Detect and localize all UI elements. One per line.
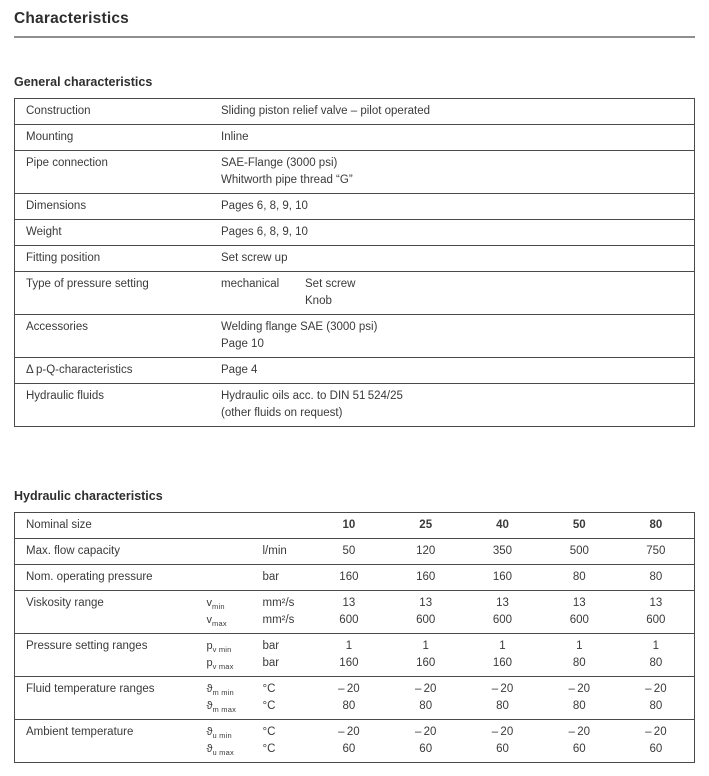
- row-value-cell: [618, 539, 695, 565]
- value-column-primary: [221, 224, 308, 241]
- value-columns: [221, 155, 688, 189]
- value-line: Whitworth pipe thread “G”: [221, 174, 353, 186]
- nominal-size-value: 25: [419, 519, 433, 531]
- row-unit: [263, 539, 311, 565]
- value-line: 1: [345, 640, 353, 652]
- row-value-cell: [618, 565, 695, 591]
- value-column-primary: [221, 276, 305, 310]
- row-label: Nom. operating pressure: [15, 565, 207, 591]
- value-columns: [221, 319, 688, 353]
- row-value: [221, 194, 695, 220]
- value-line: Welding flange SAE (3000 psi): [221, 321, 378, 333]
- value-line: Knob: [305, 295, 332, 307]
- row-label: Hydraulic fluids: [15, 384, 222, 427]
- row-symbol: [207, 591, 263, 634]
- header-symbol-spacer: [207, 513, 263, 539]
- value-line: mechanical: [221, 278, 280, 290]
- row-value: [221, 220, 695, 246]
- value-column-secondary: [305, 276, 356, 310]
- value-line: – 20: [414, 683, 437, 695]
- hydraulic-characteristics-section: [14, 489, 695, 763]
- value-line: 80: [419, 700, 433, 712]
- unit-line: bar: [262, 640, 280, 652]
- nominal-size-value: 40: [496, 519, 509, 531]
- table-row: [15, 677, 695, 720]
- value-line: 80: [496, 700, 509, 712]
- symbol-line: [207, 681, 263, 698]
- row-unit: [263, 677, 311, 720]
- row-symbol: [207, 565, 263, 591]
- value-columns: [221, 388, 688, 422]
- row-label: Ambient temperature: [15, 720, 207, 763]
- row-value-cell: [464, 677, 541, 720]
- table-row: [15, 220, 695, 246]
- general-characteristics-heading: General characteristics: [14, 75, 153, 89]
- hydraulic-characteristics-heading: Hydraulic characteristics: [14, 489, 163, 503]
- row-value-cell: [618, 634, 695, 677]
- value-line: 350: [492, 545, 513, 557]
- unit-line: °C: [262, 743, 276, 755]
- row-label: Max. flow capacity: [15, 539, 207, 565]
- row-label: Construction: [26, 105, 91, 117]
- value-line: – 20: [338, 683, 360, 695]
- row-value-cell: [618, 677, 695, 720]
- value-line: Set screw up: [221, 252, 288, 264]
- row-value: [221, 384, 695, 427]
- header-label: Nominal size: [26, 519, 92, 531]
- row-value-cell: [311, 591, 388, 634]
- value-line: 160: [339, 657, 359, 669]
- row-value-cell: [541, 677, 618, 720]
- value-column-primary: [221, 129, 305, 146]
- value-line: (other fluids on request): [221, 407, 343, 419]
- value-line: – 20: [491, 726, 514, 738]
- symbol-subscript: max: [212, 618, 227, 628]
- row-value-cell: [311, 677, 388, 720]
- header-unit-spacer: [263, 513, 311, 539]
- symbol-subscript: v max: [212, 661, 234, 671]
- value-line: Sliding piston relief valve – pilot operated: [221, 105, 431, 117]
- row-value: [221, 99, 695, 125]
- value-column-primary: [221, 388, 403, 422]
- row-unit: [263, 591, 311, 634]
- table-row: [15, 315, 695, 358]
- symbol-main: p: [206, 640, 213, 652]
- value-line: 80: [572, 657, 586, 669]
- row-symbol: [207, 720, 263, 763]
- symbol-main: p: [206, 657, 213, 669]
- row-value-cell: [387, 677, 464, 720]
- symbol-line: [207, 741, 263, 758]
- value-line: 1: [652, 640, 660, 652]
- row-value: [221, 272, 695, 315]
- symbol-main: ϑ: [206, 726, 213, 738]
- value-line: 1: [499, 640, 506, 652]
- symbol-main: v: [206, 597, 212, 609]
- symbol-line: [207, 655, 263, 672]
- table-row: [15, 246, 695, 272]
- row-value-cell: [387, 720, 464, 763]
- value-line: 13: [496, 597, 509, 609]
- row-label: Dimensions: [15, 194, 222, 220]
- symbol-main: ϑ: [206, 700, 213, 712]
- row-label: Viskosity range: [15, 591, 207, 634]
- row-value: [221, 125, 695, 151]
- value-columns: [221, 224, 688, 241]
- row-label: Accessories: [15, 315, 222, 358]
- value-line: 600: [339, 614, 359, 626]
- value-columns: [221, 250, 688, 267]
- symbol-subscript: m max: [212, 704, 237, 714]
- row-symbol: [207, 539, 263, 565]
- row-value-cell: [541, 591, 618, 634]
- row-value-cell: [618, 591, 695, 634]
- value-line: 600: [646, 614, 666, 626]
- unit-line: °C: [262, 726, 276, 738]
- nominal-size-value: 80: [649, 519, 663, 531]
- value-line: – 20: [568, 726, 591, 738]
- table-row: [15, 125, 695, 151]
- value-line: 120: [416, 545, 436, 557]
- table-row: [15, 565, 695, 591]
- row-label: Fluid temperature ranges: [15, 677, 207, 720]
- row-value-cell: [464, 565, 541, 591]
- row-unit: [263, 634, 311, 677]
- row-value-cell: [618, 720, 695, 763]
- row-value-cell: [541, 565, 618, 591]
- value-line: 160: [339, 571, 359, 583]
- value-line: 60: [649, 743, 663, 755]
- nominal-size-value: 50: [572, 519, 586, 531]
- unit-line: l/min: [262, 545, 287, 557]
- symbol-main: ϑ: [206, 743, 213, 755]
- unit-line: bar: [262, 657, 280, 669]
- table-row: [15, 358, 695, 384]
- value-column-primary: [221, 155, 353, 189]
- symbol-main: v: [206, 614, 212, 626]
- value-line: 160: [492, 571, 513, 583]
- value-line: Set screw: [305, 278, 356, 290]
- value-line: 80: [572, 700, 586, 712]
- symbol-subscript: min: [212, 601, 225, 611]
- value-line: 500: [569, 545, 589, 557]
- row-label: Fitting position: [15, 246, 222, 272]
- symbol-subscript: v min: [212, 644, 232, 654]
- row-symbol: [207, 634, 263, 677]
- row-value-cell: [311, 565, 388, 591]
- row-value: [221, 315, 695, 358]
- row-label: Pipe connection: [15, 151, 222, 194]
- page-title: Characteristics: [14, 0, 695, 38]
- table-row: [15, 720, 695, 763]
- value-column-primary: [221, 250, 305, 267]
- value-line: Pages 6, 8, 9, 10: [221, 200, 308, 212]
- value-line: 600: [569, 614, 589, 626]
- table-row: [15, 539, 695, 565]
- hydraulic-characteristics-table: [14, 512, 695, 763]
- symbol-subscript: m min: [212, 687, 234, 697]
- value-line: 60: [572, 743, 586, 755]
- nominal-size-value: 10: [342, 519, 356, 531]
- value-line: 600: [492, 614, 513, 626]
- row-value-cell: [541, 634, 618, 677]
- row-value-cell: [541, 539, 618, 565]
- unit-line: bar: [262, 571, 280, 583]
- value-line: 60: [496, 743, 509, 755]
- value-line: – 20: [645, 683, 667, 695]
- row-label: Pressure setting ranges: [15, 634, 207, 677]
- row-value: [221, 246, 695, 272]
- row-value-cell: [387, 634, 464, 677]
- value-line: Page 4: [221, 364, 258, 376]
- row-value: [221, 151, 695, 194]
- value-line: Inline: [221, 131, 249, 143]
- value-line: Page 10: [221, 338, 264, 350]
- value-line: 600: [416, 614, 436, 626]
- table-header-row: [15, 513, 695, 539]
- value-column-primary: [221, 103, 430, 120]
- row-value-cell: [311, 634, 388, 677]
- table-row: [15, 591, 695, 634]
- symbol-subscript: u max: [212, 747, 234, 757]
- symbol-main: ϑ: [206, 683, 213, 695]
- value-column-primary: [221, 198, 308, 215]
- value-line: 750: [646, 545, 666, 557]
- table-row: [15, 272, 695, 315]
- row-unit: [263, 720, 311, 763]
- row-value-cell: [464, 591, 541, 634]
- row-value-cell: [541, 720, 618, 763]
- value-line: 1: [422, 640, 429, 652]
- value-line: – 20: [645, 726, 667, 738]
- unit-line: mm²/s: [262, 597, 295, 609]
- value-line: 13: [419, 597, 433, 609]
- row-value-cell: [387, 539, 464, 565]
- value-columns: [221, 103, 688, 120]
- row-symbol: [207, 677, 263, 720]
- value-column-primary: [221, 319, 377, 353]
- value-line: 60: [342, 743, 356, 755]
- symbol-line: [207, 724, 263, 741]
- value-column-primary: [221, 362, 305, 379]
- value-columns: [221, 362, 688, 379]
- symbol-subscript: u min: [212, 730, 232, 740]
- unit-line: °C: [262, 700, 276, 712]
- table-row: [15, 99, 695, 125]
- symbol-line: [207, 638, 263, 655]
- value-line: 50: [342, 545, 356, 557]
- table-row: [15, 194, 695, 220]
- symbol-line: [207, 543, 263, 560]
- symbol-line: [207, 595, 263, 612]
- value-line: 80: [649, 657, 663, 669]
- value-line: Hydraulic oils acc. to DIN 51 524/25: [221, 390, 403, 402]
- general-characteristics-section: [14, 75, 695, 427]
- value-line: 80: [649, 700, 663, 712]
- row-value-cell: [311, 720, 388, 763]
- symbol-line: [207, 569, 263, 586]
- value-columns: [221, 129, 688, 146]
- symbol-line: [207, 698, 263, 715]
- symbol-line: [207, 612, 263, 629]
- value-columns: [221, 198, 688, 215]
- value-line: – 20: [338, 726, 360, 738]
- row-value-cell: [464, 720, 541, 763]
- value-line: 80: [649, 571, 663, 583]
- row-label: Δ p-Q-characteristics: [15, 358, 222, 384]
- value-line: – 20: [491, 683, 514, 695]
- value-line: 160: [492, 657, 513, 669]
- row-label: Weight: [15, 220, 222, 246]
- row-label: Type of pressure setting: [15, 272, 222, 315]
- value-line: 1: [576, 640, 583, 652]
- unit-line: mm²/s: [262, 614, 295, 626]
- row-value-cell: [387, 591, 464, 634]
- value-line: 60: [419, 743, 433, 755]
- row-unit: [263, 565, 311, 591]
- value-line: 80: [342, 700, 356, 712]
- row-label: Mounting: [15, 125, 222, 151]
- value-columns: [221, 276, 688, 310]
- value-line: – 20: [414, 726, 437, 738]
- value-line: – 20: [568, 683, 591, 695]
- row-value-cell: [464, 634, 541, 677]
- table-row: [15, 634, 695, 677]
- value-line: 80: [572, 571, 586, 583]
- value-line: 160: [416, 657, 436, 669]
- unit-line: °C: [262, 683, 276, 695]
- row-value-cell: [311, 539, 388, 565]
- table-row: [15, 384, 695, 427]
- row-value-cell: [464, 539, 541, 565]
- value-line: 13: [649, 597, 663, 609]
- general-characteristics-table: [14, 98, 695, 427]
- value-line: 13: [342, 597, 356, 609]
- value-line: Pages 6, 8, 9, 10: [221, 226, 308, 238]
- row-value-cell: [387, 565, 464, 591]
- value-line: 13: [572, 597, 586, 609]
- table-row: [15, 151, 695, 194]
- row-value: [221, 358, 695, 384]
- value-line: SAE-Flange (3000 psi): [221, 157, 338, 169]
- value-line: 160: [416, 571, 436, 583]
